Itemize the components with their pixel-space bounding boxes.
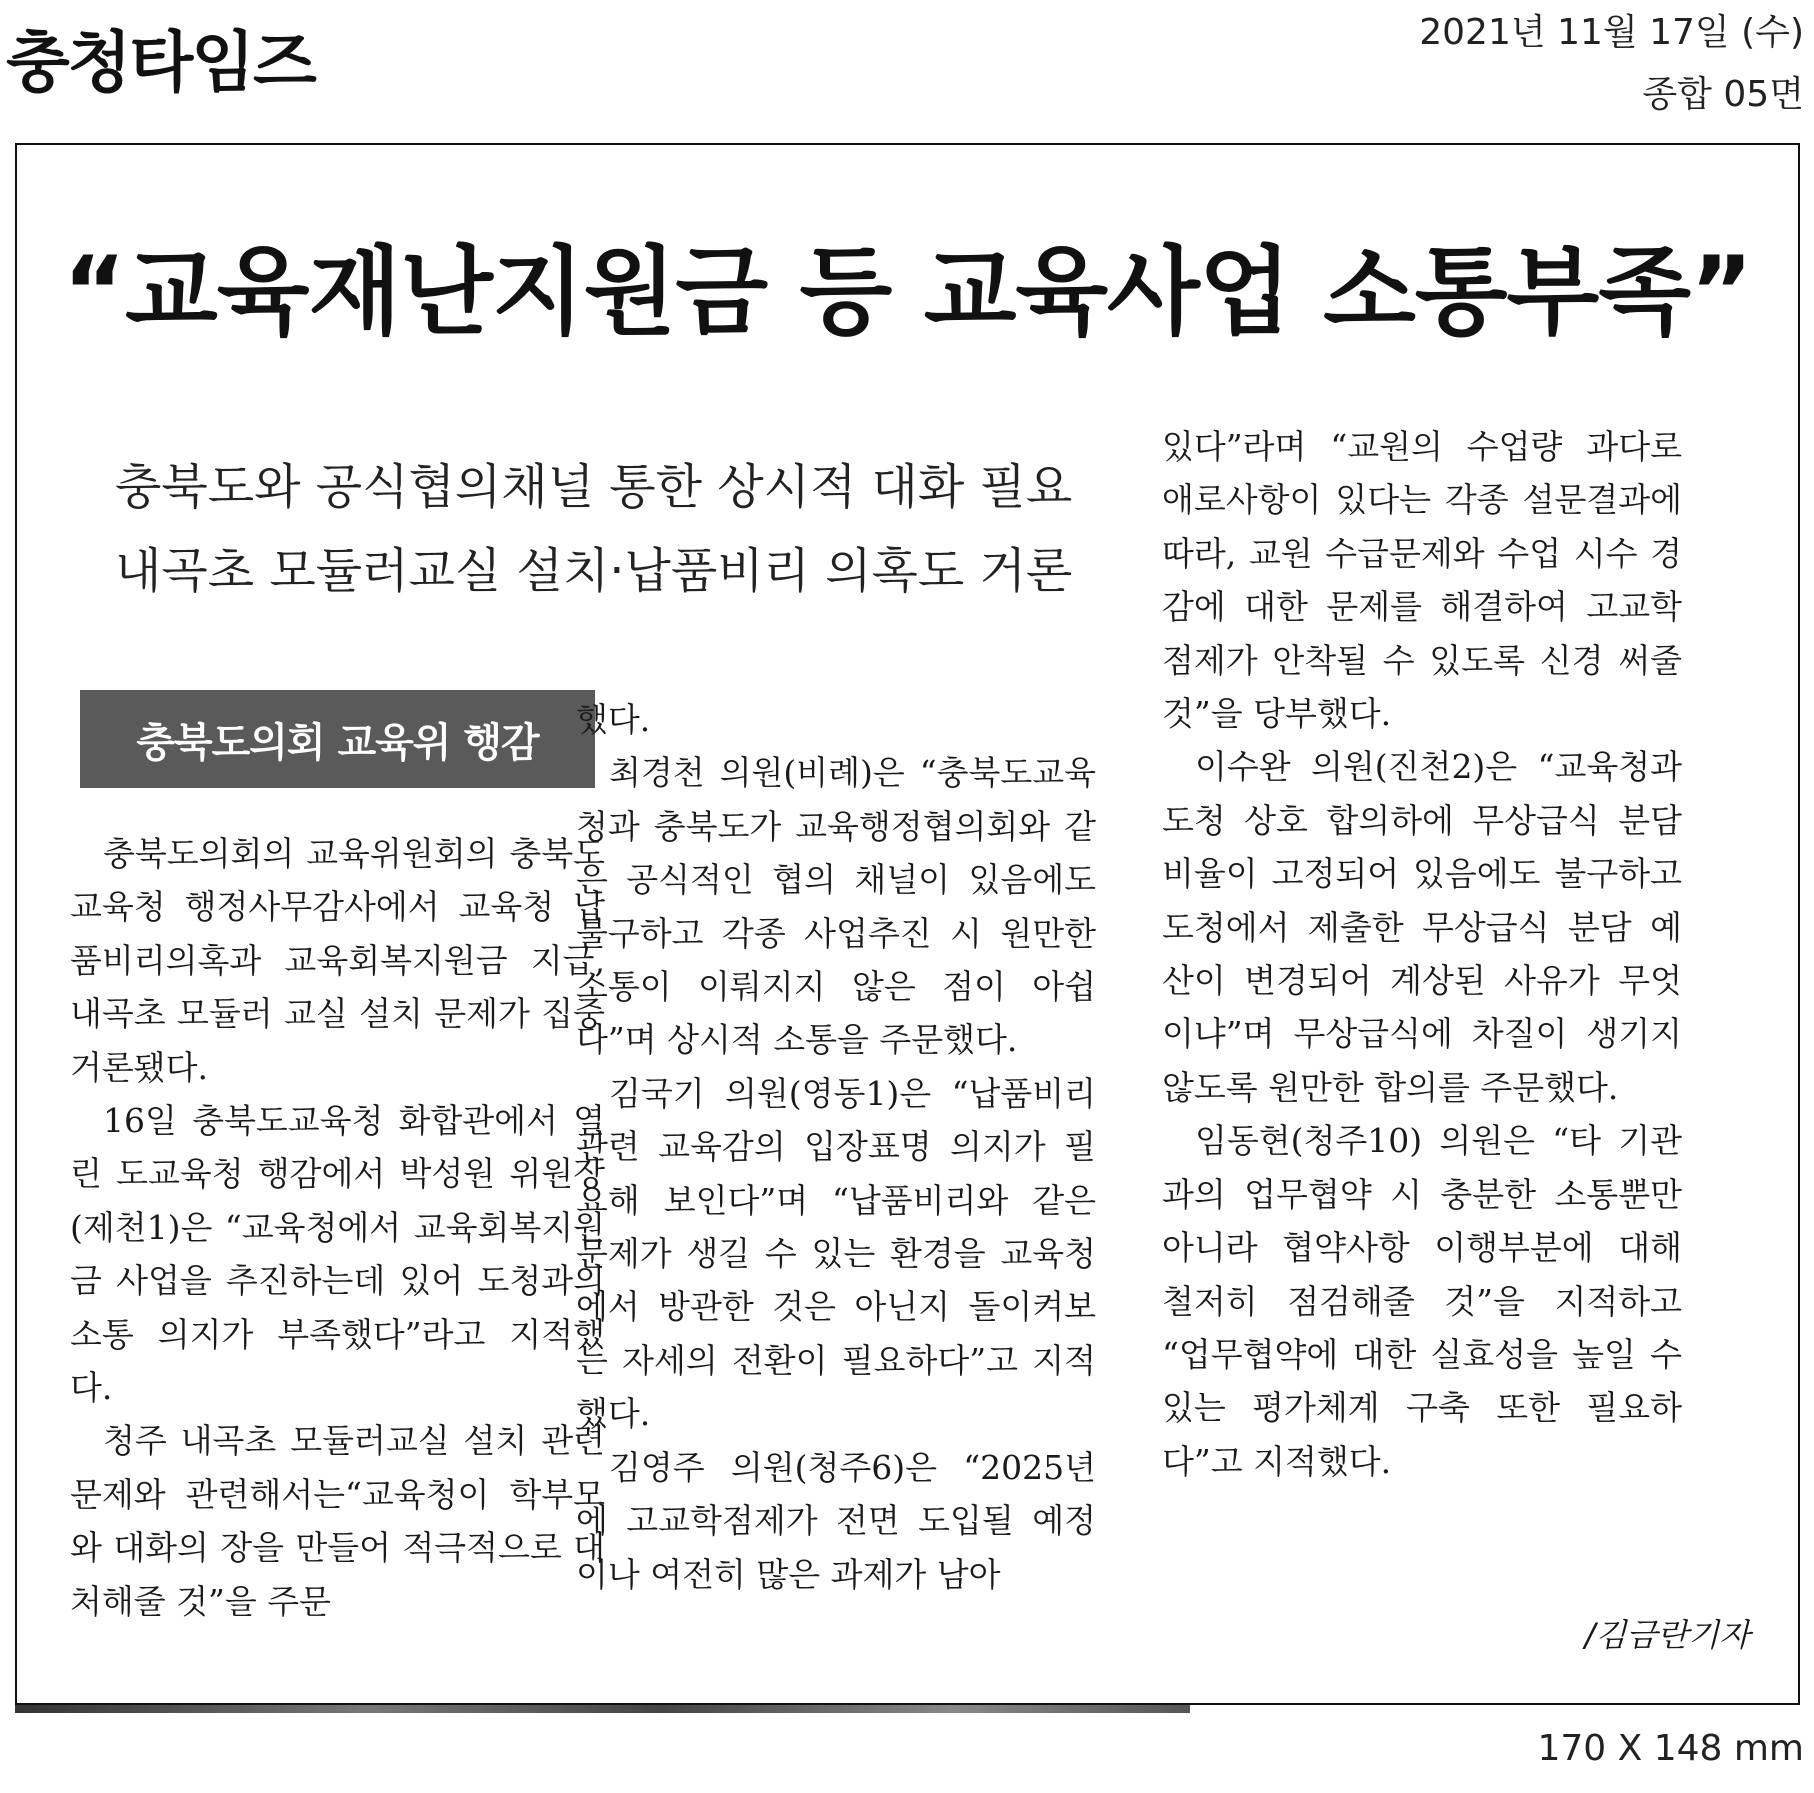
paragraph: 청주 내곡초 모듈러교실 설치 관련 문제와 관련해서는“교육청이 학부모와 대화의 장을 만들어 적극적으로 대처해줄 것”을 주문 — [70, 1421, 605, 1621]
paragraph: 임동현(청주10) 의원은 “타 기관과의 업무협약 시 충분한 소통뿐만 아니라 협약사항 이행부분에 대해 철저히 점검해줄 것”을 지적하고 “업무협약에 대한 실효성을 높일 수 있는 평가체계 구축 또한 필요하다”고 지적했다. — [1162, 1121, 1682, 1481]
newspaper-masthead: 충청타임즈 — [6, 24, 315, 101]
clipping-size: 170 X 148 mm — [1537, 1728, 1804, 1769]
section-kicker: 충북도의회 교육위 행감 — [80, 690, 595, 788]
column-3 — [1162, 420, 1682, 1488]
paragraph: 16일 충북도교육청 화합관에서 열린 도교육청 행감에서 박성원 위원장(제천1)은 “교육청에서 교육회복지원금 사업을 추진하는데 있어 도청과의 소통 의지가 부족했다”라고 지적했다. — [70, 1101, 605, 1408]
issue-date: 2021년 11월 17일 (수) — [1419, 12, 1804, 53]
paragraph: 김국기 의원(영동1)은 “납품비리 관련 교육감의 입장표명 의지가 필요해 보인다”며 “납품비리와 같은 문제가 생길 수 있는 환경을 교육청에서 방관한 것은 아닌지 돌이켜보는 자세의 전환이 필요하다”고 지적했다. — [576, 1073, 1096, 1434]
paragraph: 있다”라며 “교원의 수업량 과다로 애로사항이 있다는 각종 설문결과에 따라, 교원 수급문제와 수업 시수 경감에 대한 문제를 해결하여 고교학점제가 안착될 수 있도록 신경 써줄 것”을 당부했다. — [1162, 427, 1682, 734]
column-2 — [576, 693, 1096, 1601]
paragraph: 이수완 의원(진천2)은 “교육청과 도청 상호 합의하에 무상급식 분담 비율이 고정되어 있음에도 불구하고 도청에서 제출한 무상급식 분담 예산이 변경되어 계상된 사유가 무엇이냐”며 무상급식에 차질이 생기지 않도록 원만한 합의를 주문했다. — [1162, 747, 1682, 1107]
page-section: 종합 05면 — [1642, 74, 1804, 115]
subheads — [115, 445, 1072, 613]
subhead-2: 내곡초 모듈러교실 설치·납품비리 의혹도 거론 — [115, 543, 1073, 599]
article-clipping — [15, 143, 1800, 1705]
reporter-byline: /김금란기자 — [1584, 1616, 1750, 1654]
paragraph: 했다. — [576, 700, 651, 739]
paragraph: 김영주 의원(청주6)은 “2025년에 고교학점제가 전면 도입될 예정이나 여전히 많은 과제가 남아 — [576, 1447, 1096, 1594]
subhead-1: 충북도와 공식협의채널 통한 상시적 대화 필요 — [115, 459, 1073, 515]
paragraph: 최경천 의원(비례)은 “충북도교육청과 충북도가 교육행정협의회와 같은 공식적인 협의 채널이 있음에도 불구하고 각종 사업추진 시 원만한 소통이 이뤄지지 않은 점이 아쉽다”며 상시적 소통을 주문했다. — [576, 753, 1096, 1060]
paragraph: 충북도의회의 교육위원회의 충북도교육청 행정사무감사에서 교육청 납품비리의혹과 교육회복지원금 지급, 내곡초 모듈러 교실 설치 문제가 집중 거론됐다. — [70, 834, 605, 1087]
scan-edge-bar — [15, 1705, 1190, 1713]
headline: “교육재난지원금 등 교육사업 소통부족” — [62, 236, 1753, 348]
column-1 — [70, 827, 605, 1628]
